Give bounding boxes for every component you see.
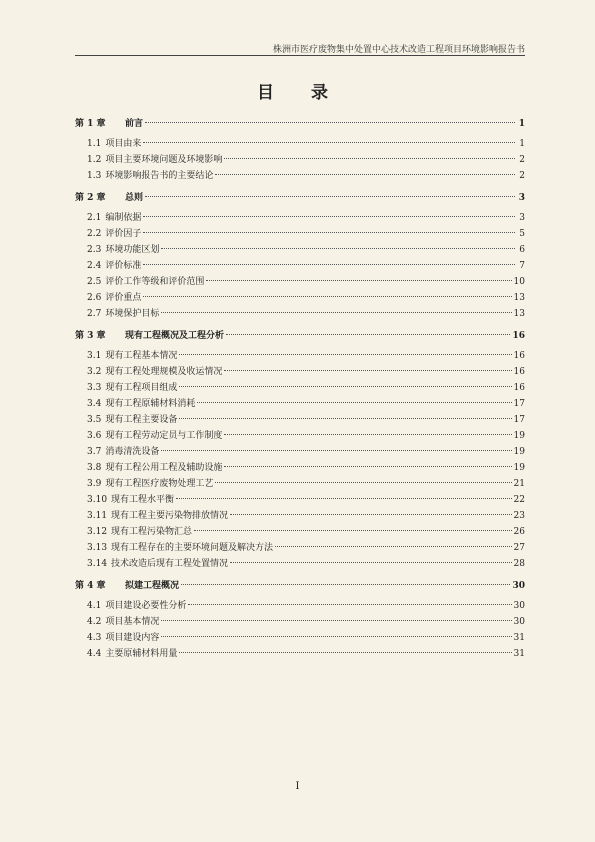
toc-entry-number: 4.3 — [87, 633, 102, 643]
toc-dot-leader — [179, 386, 511, 387]
toc-dot-leader — [275, 546, 511, 547]
toc-entry-label: 环境影响报告书的主要结论 — [105, 171, 214, 181]
toc-section-entry[interactable] — [75, 290, 525, 306]
toc-entry-label: 现有工程概况及工程分析 — [125, 331, 225, 341]
toc-entry-label: 现有工程项目组成 — [105, 383, 178, 393]
toc-entry-page: 30 — [512, 581, 525, 591]
toc-entry-number: 2.6 — [87, 293, 102, 303]
toc-dot-leader — [224, 158, 515, 159]
toc-entry-label: 现有工程存在的主要环境问题及解决方法 — [111, 543, 274, 553]
toc-dot-leader — [143, 232, 515, 233]
toc-entry-number: 3.11 — [87, 511, 108, 521]
toc-entry-page: 31 — [513, 633, 525, 643]
toc-entry-number: 第 2 章 — [75, 193, 106, 203]
running-header: 株洲市医疗废物集中处置中心技术改造工程项目环境影响报告书 — [272, 45, 525, 55]
toc-entry-label: 项目由来 — [105, 139, 142, 149]
toc-section-entry[interactable] — [75, 210, 525, 226]
toc-dot-leader — [145, 122, 515, 123]
toc-section-entry[interactable] — [75, 444, 525, 460]
toc-entry-label: 项目建设必要性分析 — [105, 601, 187, 611]
toc-section-entry[interactable] — [75, 524, 525, 540]
toc-section-entry[interactable] — [75, 152, 525, 168]
toc-dot-leader — [230, 562, 511, 563]
toc-entry-label: 项目基本情况 — [105, 617, 160, 627]
header-divider — [75, 55, 525, 56]
toc-entry-label: 评价工作等级和评价范围 — [105, 277, 205, 287]
toc-entry-number: 3.2 — [87, 367, 102, 377]
toc-section-entry[interactable] — [75, 274, 525, 290]
toc-dot-leader — [181, 584, 510, 585]
toc-section-entry[interactable] — [75, 646, 525, 662]
toc-section-entry[interactable] — [75, 598, 525, 614]
toc-entry-label: 现有工程劳动定员与工作制度 — [105, 431, 223, 441]
page-number: I — [295, 781, 300, 792]
toc-entry-number: 1.2 — [87, 155, 102, 165]
toc-dot-leader — [176, 498, 511, 499]
toc-entry-page: 17 — [513, 399, 525, 409]
toc-dot-leader — [179, 354, 511, 355]
toc-dot-leader — [179, 652, 511, 653]
toc-entry-page: 1 — [519, 139, 525, 149]
toc-section-entry[interactable] — [75, 306, 525, 322]
toc-entry-label: 现有工程主要污染物排放情况 — [111, 511, 229, 521]
toc-entry-number: 3.10 — [87, 495, 108, 505]
toc-entry-page: 31 — [513, 649, 525, 659]
toc-entry-label: 现有工程水平衡 — [111, 495, 175, 505]
toc-entry-number: 1.3 — [87, 171, 102, 181]
toc-entry-label: 现有工程医疗废物处理工艺 — [105, 479, 214, 489]
toc-section-entry[interactable] — [75, 540, 525, 556]
toc-entry-label: 现有工程公用工程及辅助设施 — [105, 463, 223, 473]
toc-entry-label: 主要原辅材料用量 — [105, 649, 178, 659]
toc-entry-page: 7 — [519, 261, 525, 271]
toc-chapter-entry[interactable] — [75, 578, 525, 594]
toc-entry-number: 2.2 — [87, 229, 102, 239]
toc-entry-page: 3 — [519, 213, 525, 223]
toc-dot-leader — [143, 296, 511, 297]
toc-entry-label: 编制依据 — [105, 213, 142, 223]
toc-section-entry[interactable] — [75, 168, 525, 184]
toc-entry-page: 10 — [513, 277, 525, 287]
toc-dot-leader — [226, 334, 510, 335]
toc-section-entry[interactable] — [75, 614, 525, 630]
toc-dot-leader — [206, 280, 511, 281]
toc-entry-label: 现有工程主要设备 — [105, 415, 178, 425]
toc-entry-number: 第 4 章 — [75, 581, 106, 591]
toc-entry-page: 5 — [519, 229, 525, 239]
toc-entry-page: 6 — [519, 245, 525, 255]
toc-dot-leader — [224, 370, 511, 371]
toc-entry-page: 19 — [513, 463, 525, 473]
toc-dot-leader — [215, 482, 511, 483]
toc-chapter-entry[interactable] — [75, 328, 525, 344]
toc-section-entry[interactable] — [75, 428, 525, 444]
toc-section-entry[interactable] — [75, 412, 525, 428]
toc-entry-page: 22 — [513, 495, 525, 505]
toc-entry-page: 16 — [512, 331, 525, 341]
toc-dot-leader — [161, 248, 515, 249]
toc-entry-label: 拟建工程概况 — [125, 581, 180, 591]
toc-entry-number: 3.3 — [87, 383, 102, 393]
toc-section-entry[interactable] — [75, 396, 525, 412]
toc-entry-label: 前言 — [125, 119, 144, 129]
toc-dot-leader — [161, 312, 511, 313]
toc-entry-page: 21 — [513, 479, 525, 489]
toc-entry-number: 3.6 — [87, 431, 102, 441]
toc-entry-label: 项目建设内容 — [105, 633, 160, 643]
toc-section-entry[interactable] — [75, 258, 525, 274]
toc-entry-page: 28 — [513, 559, 525, 569]
toc-entry-page: 1 — [518, 119, 525, 129]
toc-chapter-entry[interactable] — [75, 116, 525, 132]
toc-entry-label: 总则 — [125, 193, 144, 203]
toc-dot-leader — [224, 434, 511, 435]
toc-dot-leader — [143, 264, 515, 265]
toc-entry-page: 16 — [513, 351, 525, 361]
toc-entry-label: 现有工程污染物汇总 — [111, 527, 193, 537]
toc-dot-leader — [161, 636, 511, 637]
toc-entry-page: 19 — [513, 431, 525, 441]
toc-dot-leader — [230, 514, 511, 515]
toc-section-entry[interactable] — [75, 460, 525, 476]
toc-entry-number: 3.12 — [87, 527, 108, 537]
toc-entry-number: 4.2 — [87, 617, 102, 627]
toc-entry-page: 30 — [513, 617, 525, 627]
toc-entry-number: 第 3 章 — [75, 331, 106, 341]
toc-entry-label: 评价标准 — [105, 261, 142, 271]
toc-entry-page: 26 — [513, 527, 525, 537]
toc-entry-label: 现有工程基本情况 — [105, 351, 178, 361]
toc-section-entry[interactable] — [75, 476, 525, 492]
toc-dot-leader — [161, 450, 511, 451]
toc-section-entry[interactable] — [75, 226, 525, 242]
toc-dot-leader — [143, 216, 515, 217]
toc-entry-number: 3.1 — [87, 351, 102, 361]
toc-section-entry[interactable] — [75, 136, 525, 152]
toc-section-entry[interactable] — [75, 492, 525, 508]
toc-dot-leader — [215, 174, 515, 175]
toc-entry-number: 第 1 章 — [75, 119, 106, 129]
toc-entry-label: 环境功能区划 — [105, 245, 160, 255]
toc-dot-leader — [145, 196, 515, 197]
toc-entry-page: 30 — [513, 601, 525, 611]
toc-entry-label: 消毒清洗设备 — [105, 447, 160, 457]
toc-entry-label: 现有工程原辅材料消耗 — [105, 399, 196, 409]
toc-section-entry[interactable] — [75, 242, 525, 258]
toc-section-entry[interactable] — [75, 348, 525, 364]
toc-section-entry[interactable] — [75, 380, 525, 396]
toc-entry-number: 3.13 — [87, 543, 108, 553]
table-of-contents — [75, 110, 525, 662]
toc-entry-number: 3.14 — [87, 559, 108, 569]
toc-entry-page: 16 — [513, 367, 525, 377]
toc-entry-page: 17 — [513, 415, 525, 425]
toc-section-entry[interactable] — [75, 364, 525, 380]
toc-dot-leader — [161, 620, 511, 621]
toc-entry-page: 3 — [518, 193, 525, 203]
toc-entry-label: 技术改造后现有工程处置情况 — [111, 559, 229, 569]
toc-entry-number: 2.1 — [87, 213, 102, 223]
toc-section-entry[interactable] — [75, 556, 525, 572]
toc-entry-label: 评价重点 — [105, 293, 142, 303]
toc-entry-number: 2.3 — [87, 245, 102, 255]
toc-entry-label: 评价因子 — [105, 229, 142, 239]
toc-entry-page: 2 — [519, 171, 525, 181]
toc-entry-number: 4.4 — [87, 649, 102, 659]
toc-dot-leader — [197, 402, 511, 403]
toc-entry-page: 2 — [519, 155, 525, 165]
toc-dot-leader — [188, 604, 511, 605]
toc-section-entry[interactable] — [75, 508, 525, 524]
toc-dot-leader — [179, 418, 511, 419]
toc-entry-number: 3.5 — [87, 415, 102, 425]
toc-entry-label: 现有工程处理规模及收运情况 — [105, 367, 223, 377]
toc-dot-leader — [194, 530, 511, 531]
toc-entry-number: 4.1 — [87, 601, 102, 611]
toc-entry-page: 27 — [513, 543, 525, 553]
toc-entry-number: 3.4 — [87, 399, 102, 409]
toc-entry-number: 2.5 — [87, 277, 102, 287]
toc-dot-leader — [143, 142, 515, 143]
toc-title: 目 录 — [257, 83, 338, 103]
toc-entry-number: 3.7 — [87, 447, 102, 457]
toc-entry-number: 2.7 — [87, 309, 102, 319]
toc-entry-number: 1.1 — [87, 139, 102, 149]
toc-dot-leader — [224, 466, 511, 467]
toc-entry-number: 3.9 — [87, 479, 102, 489]
toc-chapter-entry[interactable] — [75, 190, 525, 206]
toc-entry-label: 项目主要环境问题及环境影响 — [105, 155, 223, 165]
toc-entry-page: 19 — [513, 447, 525, 457]
toc-entry-page: 13 — [513, 293, 525, 303]
toc-section-entry[interactable] — [75, 630, 525, 646]
toc-entry-number: 2.4 — [87, 261, 102, 271]
toc-entry-page: 16 — [513, 383, 525, 393]
toc-entry-page: 23 — [513, 511, 525, 521]
toc-entry-page: 13 — [513, 309, 525, 319]
toc-entry-label: 环境保护目标 — [105, 309, 160, 319]
toc-entry-number: 3.8 — [87, 463, 102, 473]
